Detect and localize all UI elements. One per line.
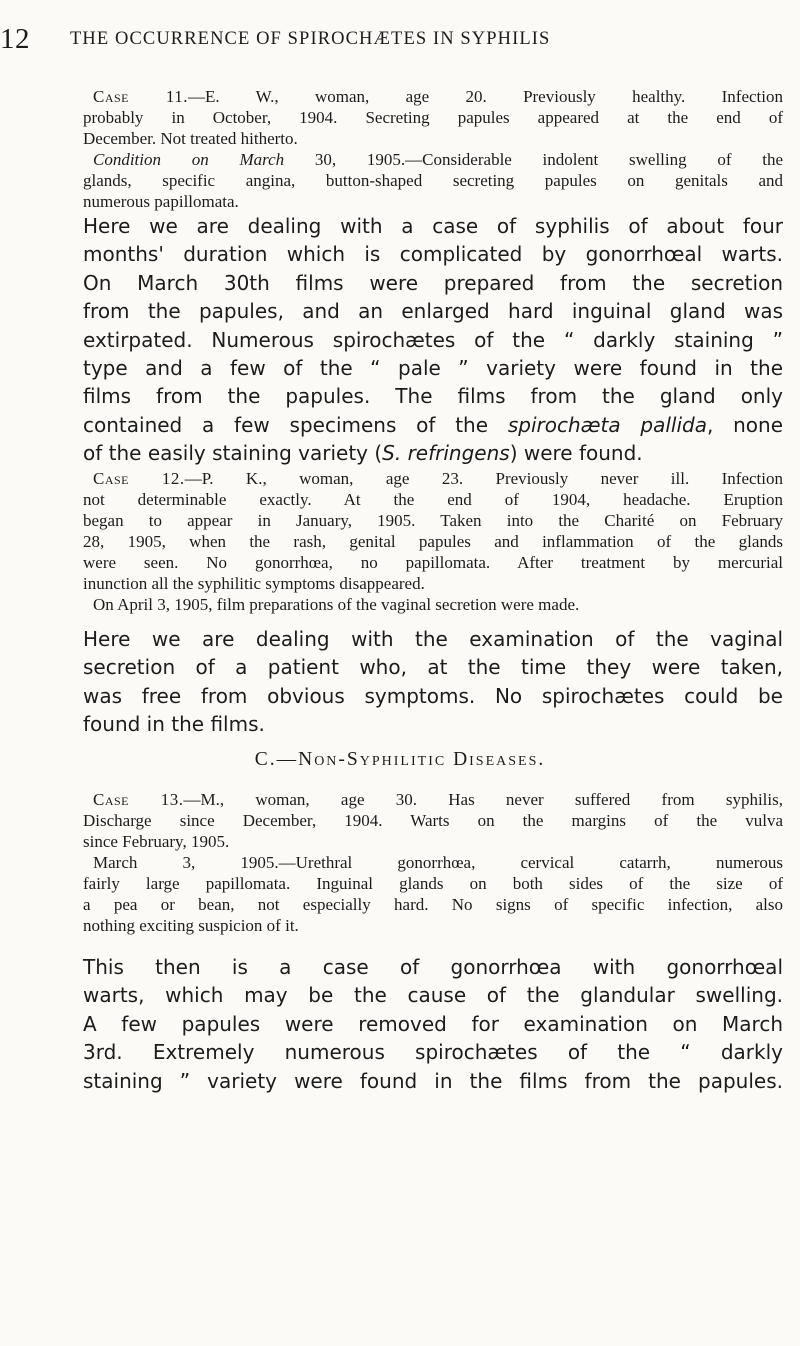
case-12-label: Case 12. (93, 469, 185, 488)
case-11-condition: Condition on March 30, 1905.—Considerable indolent swelling of the glands, specific angina, button-shaped secreting papules on genitals and numerous papillomata. (83, 150, 784, 211)
case-12-record: Case 12.—P. K., woman, age 23. Previously never ill. Infection not determinable exactly. At the end of 1904, headache. Eruption began to appear in January, 1905. Taken into the Charité on February 28, 1905, when the rash, genital papules and inflammation of the glands were seen. No gonorrhœa, no papillomata. After treatment by mercurial inunction all the syphilitic symptoms disappeared. On April 3, 1905, film preparations of the vaginal secretion were made. (83, 469, 783, 614)
case-13-label: Case 13. (93, 790, 184, 809)
case-11-discussion: Here we are dealing with a case of syphilis of about four months' duration which is complicated by gonorrhœal warts. On March 30th films were prepared from the secretion from the papules, and an enlarged hard inguinal gland was extirpated. Numerous spirochætes of the “ darkly staining ” type and a few of the “ pale ” variety were found in the films from the papules. The films from the gland only contained a few specimens of the spirochæta pallida, none of the easily staining variety (S. refringens) were found. (83, 214, 784, 466)
case-12-april: On April 3, 1905, film preparations of the vaginal secretion were made. (93, 595, 580, 614)
running-title: THE OCCURRENCE OF SPIROCHÆTES IN SYPHILIS (70, 29, 551, 49)
case-12-discussion: Here we are dealing with the examination of the vaginal secretion of a patient who, at the time they were taken, was free from obvious symptoms. No spirochætes could be found in the films. (83, 627, 783, 737)
case-11-label: Case 11. (93, 87, 188, 106)
page-header (0, 22, 800, 62)
case-11-record (83, 86, 783, 212)
case-13-discussion: This then is a case of gonorrhœa with gonorrhœal warts, which may be the cause of the glandular swelling. A few papules were removed for examination on March 3rd. Extremely numerous spirochætes of the “ darkly staining ” variety were found in the films from the papules. (83, 955, 783, 1093)
page-number: 12 (0, 23, 30, 55)
section-heading: C.—Non-Syphilitic Diseases. (254, 749, 546, 770)
case-11-intro: Case 11.—E. W., woman, age 20. Previously healthy. Infection probably in October, 1904. Secreting papules appeared at the end of December. Not treated hitherto. (83, 87, 783, 148)
case-13-record: Case 13.—M., woman, age 30. Has never suffered from syphilis, Discharge since December, 1904. Warts on the margins of the vulva since February, 1905. March 3, 1905.—Urethral gonorrhœa, cervical catarrh, numerous fairly large papillomata. Inguinal glands on both sides of the size of a pea or bean, not especially hard. No signs of specific infection, also nothing exciting suspicion of it. (83, 790, 783, 935)
